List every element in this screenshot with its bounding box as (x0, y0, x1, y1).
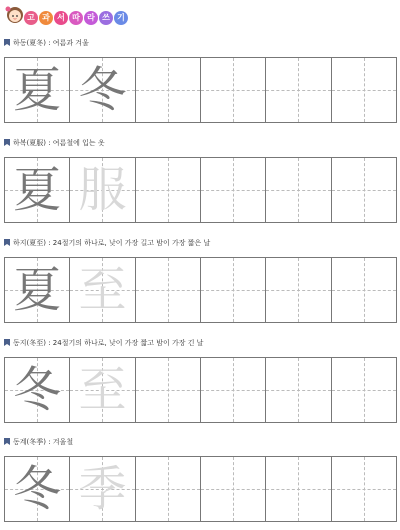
writing-cell[interactable] (136, 258, 201, 322)
writing-cell[interactable] (332, 258, 396, 322)
bookmark-icon (4, 239, 10, 246)
guide-line (168, 457, 169, 521)
section-label (4, 238, 210, 248)
model-character: 冬 (13, 362, 62, 418)
writing-cell[interactable] (266, 358, 331, 422)
section-label-text: 하동(夏冬) : 여름과 겨울 (13, 39, 89, 47)
guide-line (233, 358, 234, 422)
writing-cell[interactable] (136, 358, 201, 422)
writing-cell[interactable] (136, 158, 201, 222)
section-label-text: 하복(夏服) : 여름철에 입는 옷 (13, 139, 105, 147)
writing-cell[interactable] (5, 158, 70, 222)
writing-cell[interactable] (201, 158, 266, 222)
bookmark-icon (4, 139, 10, 146)
guide-line (168, 158, 169, 222)
section-label (4, 38, 89, 48)
guide-line (298, 58, 299, 122)
writing-cell[interactable] (70, 358, 135, 422)
writing-cell[interactable] (5, 258, 70, 322)
guide-line (233, 58, 234, 122)
writing-grid-row (4, 57, 397, 123)
title-char: 따 (69, 11, 83, 25)
girl-mascot-icon (4, 4, 26, 26)
writing-cell[interactable] (201, 258, 266, 322)
guide-line (364, 158, 365, 222)
writing-cell[interactable] (201, 358, 266, 422)
guide-line (233, 158, 234, 222)
guide-line (364, 358, 365, 422)
guide-line (298, 158, 299, 222)
writing-cell[interactable] (332, 358, 396, 422)
writing-grid-row (4, 456, 397, 522)
bookmark-icon (4, 339, 10, 346)
title-char: 라 (84, 11, 98, 25)
writing-cell[interactable] (70, 457, 135, 521)
writing-grid-row (4, 357, 397, 423)
section-label (4, 437, 73, 447)
writing-cell[interactable] (332, 457, 396, 521)
bookmark-icon (4, 438, 10, 445)
model-character: 夏 (13, 62, 62, 118)
guide-line (364, 457, 365, 521)
writing-cell[interactable] (201, 457, 266, 521)
section-label (4, 138, 105, 148)
trace-character: 季 (78, 461, 127, 517)
guide-line (298, 457, 299, 521)
trace-character: 至 (78, 362, 127, 418)
writing-cell[interactable] (5, 58, 70, 122)
textbook-writing-logo (4, 4, 125, 28)
guide-line (168, 358, 169, 422)
model-character: 夏 (13, 162, 62, 218)
guide-line (233, 457, 234, 521)
writing-cell[interactable] (70, 58, 135, 122)
trace-character: 至 (78, 262, 127, 318)
section-label-text: 동계(冬季) : 겨울철 (13, 438, 74, 446)
writing-grid-row (4, 157, 397, 223)
guide-line (364, 58, 365, 122)
writing-cell[interactable] (266, 158, 331, 222)
guide-line (298, 358, 299, 422)
section-label-text: 동지(冬至) : 24절기의 하나로, 낮이 가장 짧고 밤이 가장 긴 날 (13, 339, 204, 347)
writing-cell[interactable] (5, 457, 70, 521)
writing-cell[interactable] (332, 158, 396, 222)
writing-cell[interactable] (266, 58, 331, 122)
writing-cell[interactable] (332, 58, 396, 122)
model-character: 夏 (13, 262, 62, 318)
title-char: 고 (24, 11, 38, 25)
writing-grid-row (4, 257, 397, 323)
writing-cell[interactable] (201, 58, 266, 122)
writing-cell[interactable] (5, 358, 70, 422)
title-bubbles (24, 11, 129, 25)
writing-cell[interactable] (136, 457, 201, 521)
writing-cell[interactable] (136, 58, 201, 122)
section-label-text: 하지(夏至) : 24절기의 하나로, 낮이 가장 길고 밤이 가장 짧은 날 (13, 239, 211, 247)
model-character: 冬 (13, 461, 62, 517)
title-char: 기 (114, 11, 128, 25)
title-char: 쓰 (99, 11, 113, 25)
title-char: 과 (39, 11, 53, 25)
model-character: 冬 (78, 62, 127, 118)
writing-cell[interactable] (266, 457, 331, 521)
writing-cell[interactable] (266, 258, 331, 322)
guide-line (364, 258, 365, 322)
writing-cell[interactable] (70, 158, 135, 222)
guide-line (168, 258, 169, 322)
title-char: 서 (54, 11, 68, 25)
guide-line (298, 258, 299, 322)
bookmark-icon (4, 39, 10, 46)
section-label (4, 338, 203, 348)
guide-line (233, 258, 234, 322)
writing-cell[interactable] (70, 258, 135, 322)
guide-line (168, 58, 169, 122)
trace-character: 服 (78, 162, 127, 218)
